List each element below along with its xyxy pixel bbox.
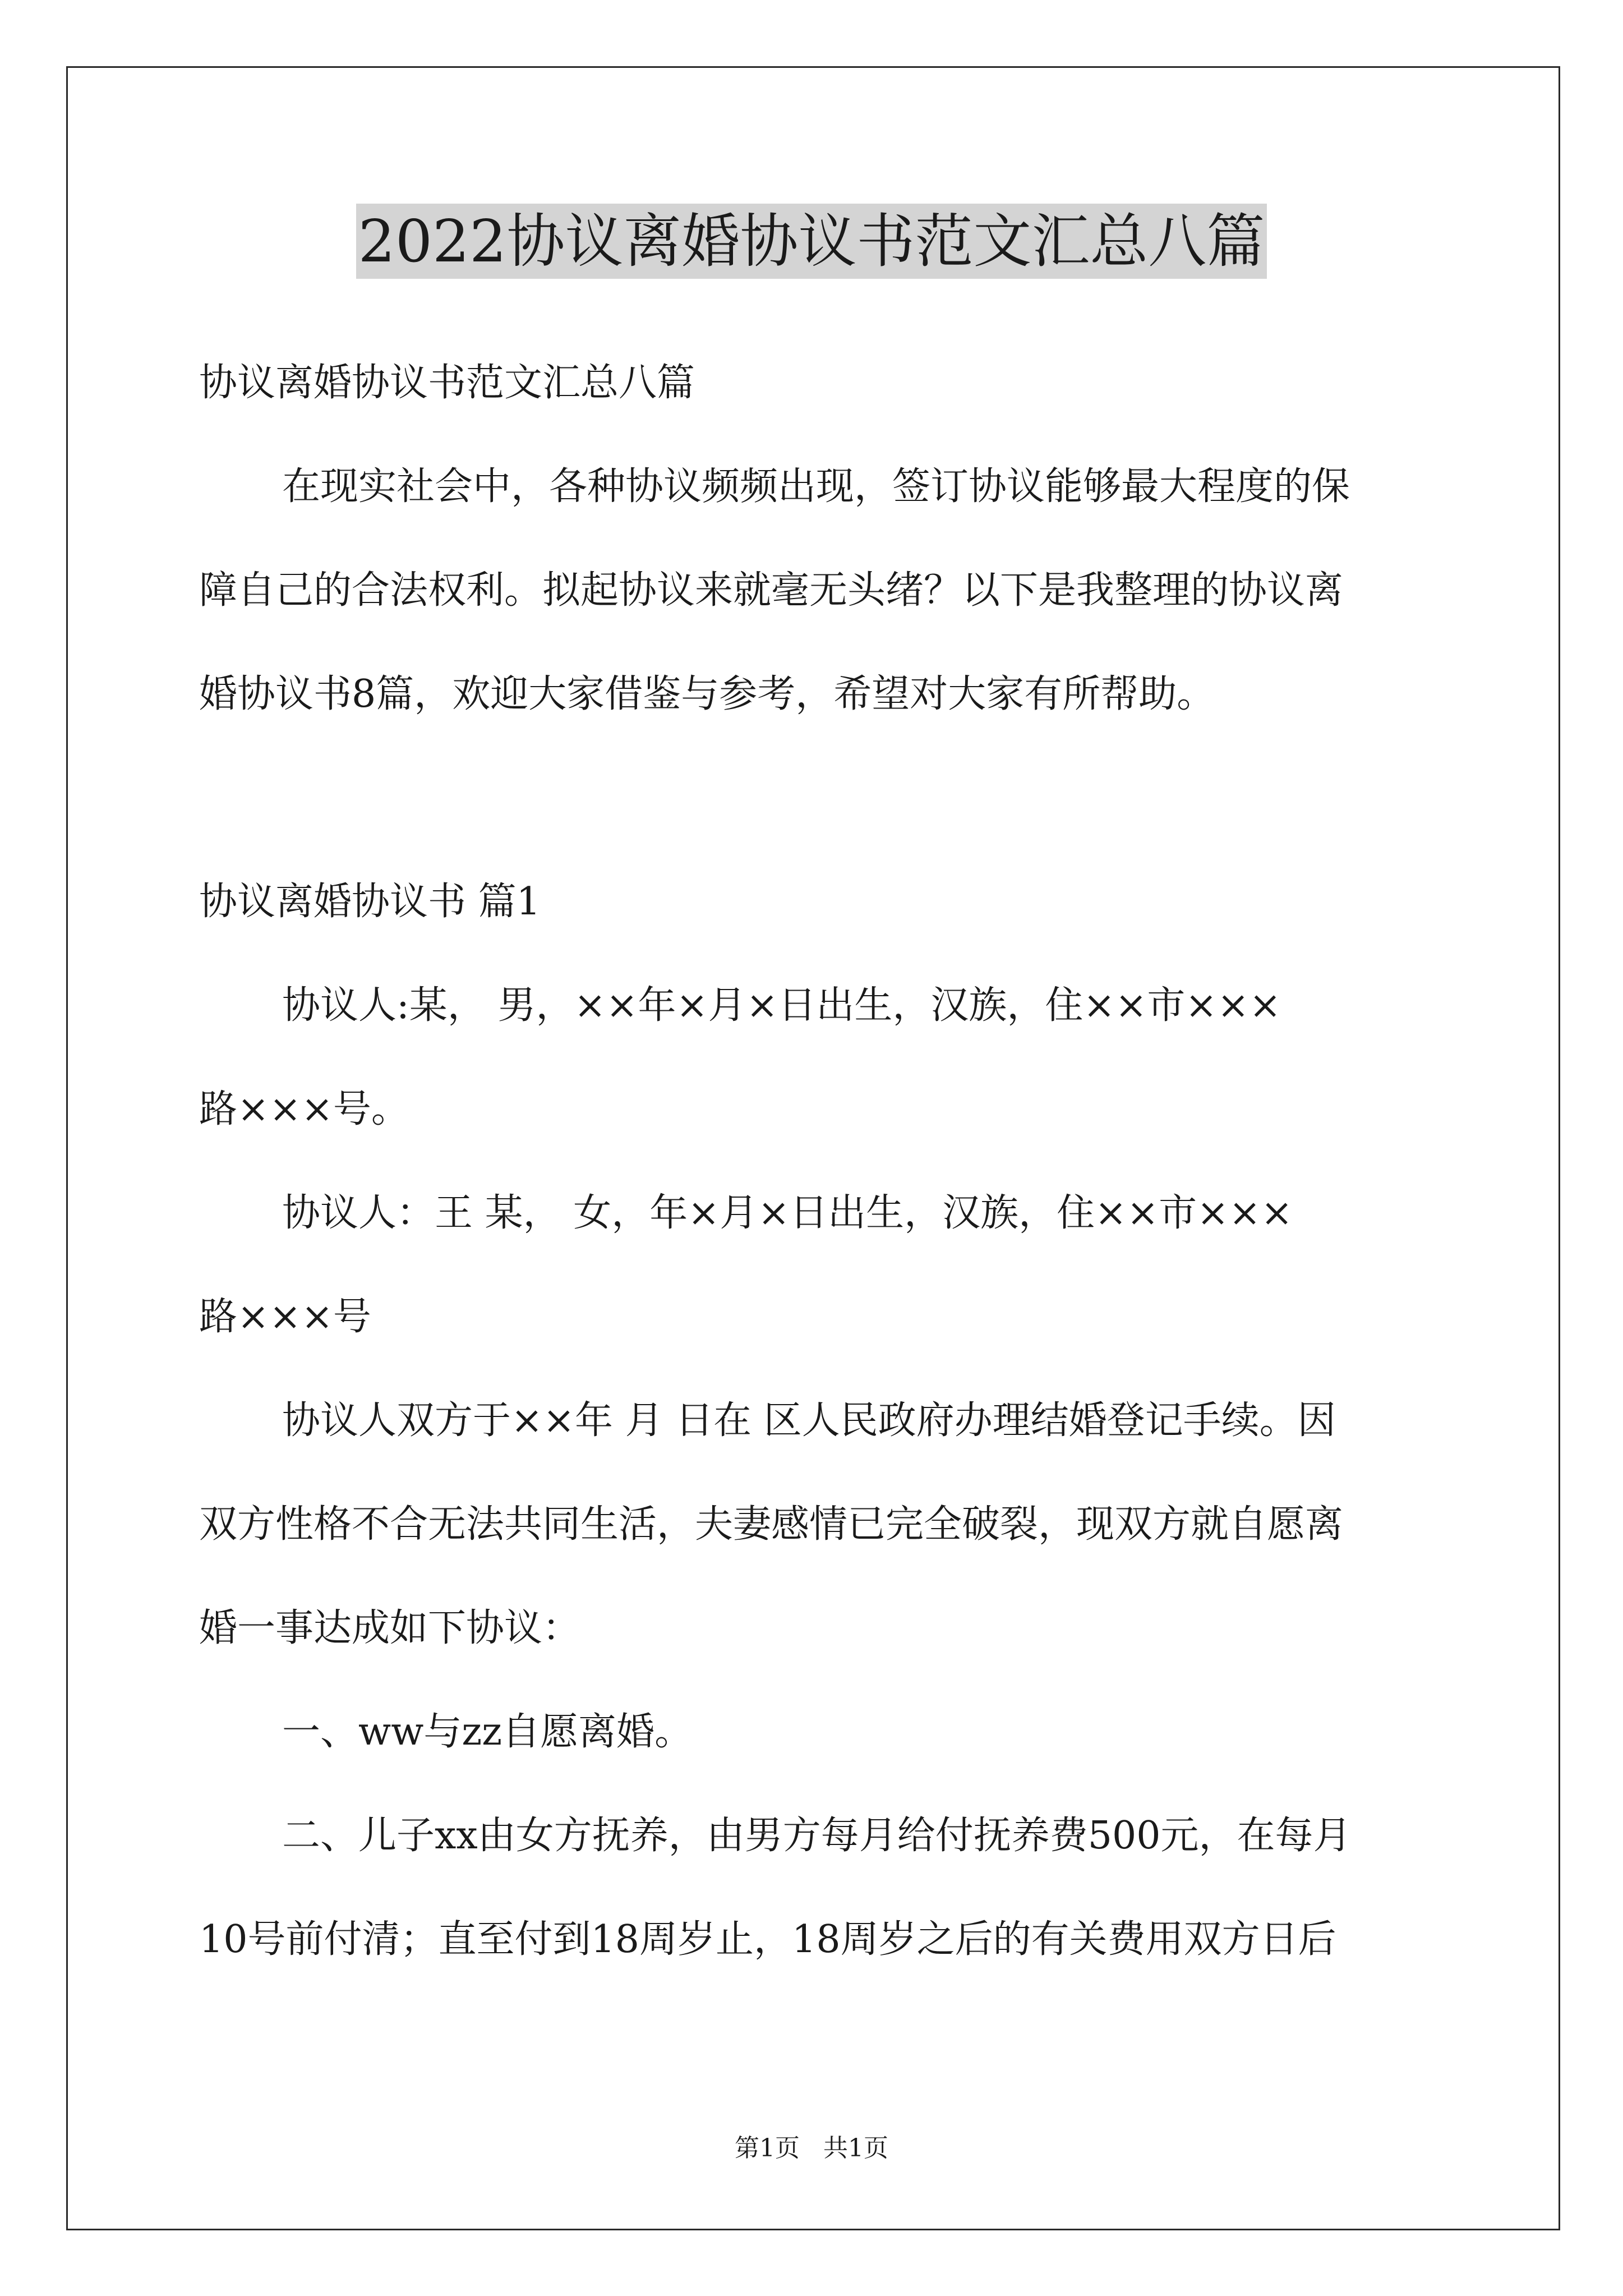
page-footer: 第1页 共1页 xyxy=(735,2134,888,2162)
preamble-line-3: 婚一事达成如下协议： xyxy=(199,1606,581,1650)
party1-line-2: 路×××号。 xyxy=(199,1087,409,1131)
party2-line-2: 路×××号 xyxy=(199,1295,371,1339)
document-subtitle: 协议离婚协议书范文汇总八篇 xyxy=(199,361,695,405)
party2-line-1: 协议人：王 某， 女，年×月×日出生，汉族，住××市××× xyxy=(282,1191,1293,1235)
preamble-line-1: 协议人双方于××年 月 日在 区人民政府办理结婚登记手续。因 xyxy=(282,1398,1336,1443)
intro-line-1: 在现实社会中，各种协议频频出现，签订协议能够最大程度的保 xyxy=(282,464,1350,509)
document-title-text: 2022协议离婚协议书范文汇总八篇 xyxy=(356,204,1267,279)
party1-line-1: 协议人:某， 男，××年×月×日出生，汉族，住××市××× xyxy=(282,983,1281,1028)
paragraph-spacer xyxy=(199,746,1427,850)
clause-2-line-2: 10号前付清；直至付到18周岁止，18周岁之后的有关费用双方日后 xyxy=(199,1917,1336,1962)
document-body xyxy=(199,331,1427,1991)
preamble-line-2: 双方性格不合无法共同生活，夫妻感情已完全破裂，现双方就自愿离 xyxy=(199,1502,1344,1547)
intro-line-2: 障自己的合法权利。拟起协议来就毫无头绪？以下是我整理的协议离 xyxy=(199,568,1344,613)
clause-1: 一、ww与zz自愿离婚。 xyxy=(282,1710,693,1754)
intro-line-3: 婚协议书8篇，欢迎大家借鉴与参考，希望对大家有所帮助。 xyxy=(199,672,1215,716)
clause-2-line-1: 二、儿子xx由女方抚养，由男方每月给付抚养费500元，在每月 xyxy=(282,1814,1352,1858)
document-title xyxy=(0,202,1623,280)
section-heading: 协议离婚协议书 篇1 xyxy=(199,880,541,924)
